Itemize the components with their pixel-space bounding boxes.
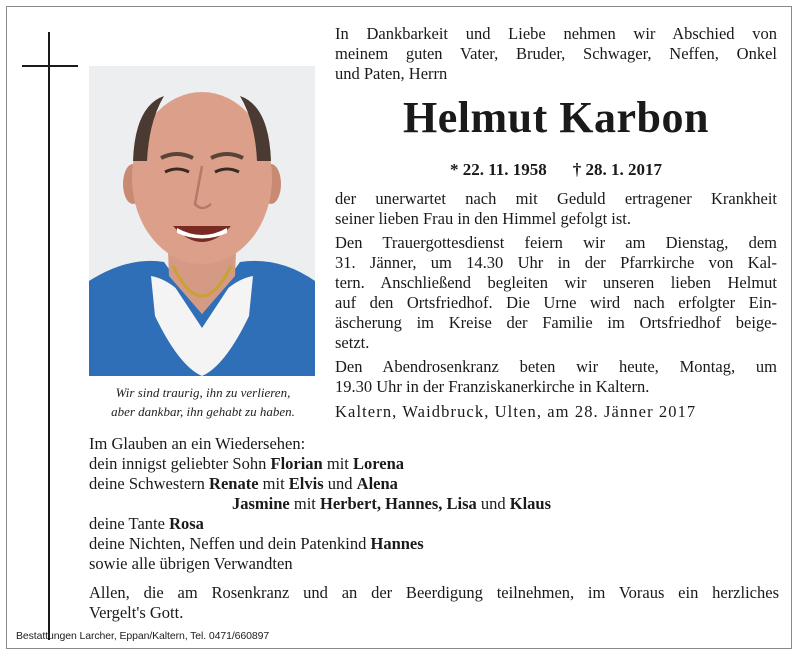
paragraph-line: auf den Ortsfriedhof. Die Urne wird nach erfolgter Ein-: [335, 293, 777, 312]
thanks-line: Allen, die am Rosenkranz und an der Beerdigung teilnehmen, im Voraus ein herzliches: [89, 583, 779, 602]
paragraph-line: tern. Anschließend begleiten wir unseren lieben Helmut: [335, 273, 777, 292]
mourner-siblings: deine Schwestern Renate mit Elvis und Alena: [89, 474, 398, 493]
paragraph-line: seiner lieben Frau in den Himmel gefolgt ist.: [335, 209, 632, 228]
cross-icon-bar: [22, 65, 78, 67]
mourner-aunt: deine Tante Rosa: [89, 514, 204, 533]
intro-text: [335, 24, 777, 84]
thanks-text: [89, 583, 779, 623]
funeral-home-footer: Bestattungen Larcher, Eppan/Kaltern, Tel. 0471/660897: [16, 630, 270, 642]
death-date: † 28. 1. 2017: [572, 160, 663, 179]
thanks-line: Vergelt's Gott.: [89, 603, 184, 622]
paragraph-line: Den Abendrosenkranz beten wir heute, Montag, um: [335, 357, 777, 376]
caption-line: Wir sind traurig, ihn zu verlieren,: [115, 385, 291, 400]
paragraph-line: 31. Jänner, um 14.30 Uhr in der Pfarrkirche von Kal-: [335, 253, 777, 272]
mourner-son: dein innigst geliebter Sohn Florian mit Lorena: [89, 454, 405, 473]
paragraph-line: der unerwartet nach mit Geduld ertragener Krankheit: [335, 189, 777, 208]
paragraph-illness: [335, 189, 777, 229]
paragraph-line: 19.30 Uhr in der Franziskanerkirche in Kaltern.: [335, 377, 650, 396]
mourners-list: [89, 434, 779, 574]
caption-line: aber dankbar, ihn gehabt zu haben.: [111, 404, 295, 419]
mourner-siblings-2: Jasmine mit Herbert, Hannes, Lisa und Klaus: [232, 494, 552, 513]
intro-line: und Paten, Herrn: [335, 64, 448, 83]
birth-date: * 22. 11. 1958: [449, 160, 547, 179]
mourner-relatives: sowie alle übrigen Verwandten: [89, 554, 293, 573]
paragraph-line: äscherung im Kreise der Familie im Ortsfriedhof beige-: [335, 313, 777, 332]
paragraph-funeral: [335, 233, 777, 353]
cross-icon: [48, 32, 50, 640]
mourner-nieces: deine Nichten, Neffen und dein Patenkind Hannes: [89, 534, 424, 553]
paragraph-line: setzt.: [335, 333, 370, 352]
intro-line: meinem guten Vater, Bruder, Schwager, Neffen, Onkel: [335, 44, 777, 63]
paragraph-rosary: [335, 357, 777, 397]
place-date: Kaltern, Waidbruck, Ulten, am 28. Jänner 2017: [335, 402, 697, 421]
photo-caption: [85, 383, 321, 421]
portrait-photo: [89, 66, 315, 376]
paragraph-line: Den Trauergottesdienst feiern wir am Dienstag, dem: [335, 233, 777, 252]
deceased-name: Helmut Karbon: [403, 93, 709, 142]
mourners-intro: Im Glauben an ein Wiedersehen:: [89, 434, 306, 453]
intro-line: In Dankbarkeit und Liebe nehmen wir Abschied von: [335, 24, 777, 43]
life-dates: [335, 159, 777, 181]
